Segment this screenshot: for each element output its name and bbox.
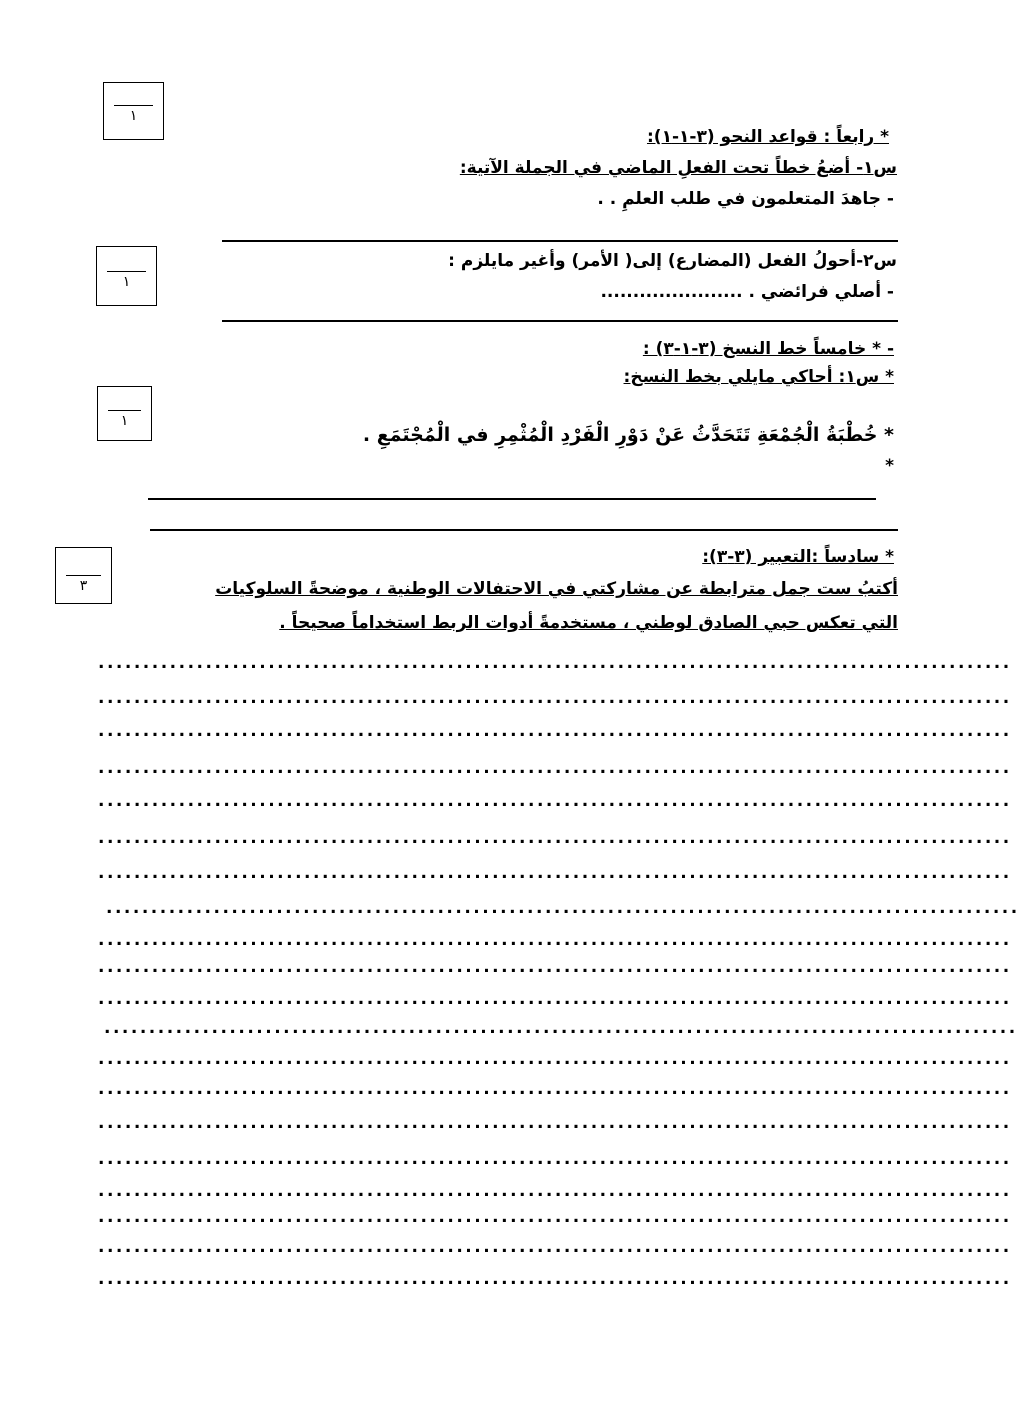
grammar-question-2-sentence: - أصلي فرائضي . ...................... bbox=[600, 282, 894, 302]
answer-rule bbox=[222, 240, 898, 242]
score-box-value: ٣ bbox=[79, 578, 88, 594]
score-box bbox=[97, 386, 152, 441]
score-box-value: ١ bbox=[122, 274, 131, 290]
dotted-answer-line: ...................................................................................................... bbox=[98, 1113, 1012, 1133]
dotted-answer-line: ...................................................................................................... bbox=[98, 989, 1012, 1009]
answer-rule bbox=[148, 498, 876, 500]
expression-prompt-line-2: التي تعكس حبي الصادق لوطني ، مستخدمةً أدوات الربط استخداماً صحيحاً . bbox=[279, 613, 898, 633]
dotted-answer-line: ...................................................................................................... bbox=[104, 1018, 1018, 1038]
dotted-answer-line: ...................................................................................................... bbox=[98, 930, 1012, 950]
grammar-question-1: س١- أضعُ خطاً تحت الفعلِ الماضي في الجملة الآتية: bbox=[459, 158, 897, 178]
score-box bbox=[55, 547, 112, 604]
dotted-answer-line: ...................................................................................................... bbox=[98, 791, 1012, 811]
score-box bbox=[103, 82, 164, 140]
score-box bbox=[96, 246, 157, 306]
answer-rule bbox=[222, 320, 898, 322]
expression-prompt-line-1: أكتبُ ست جمل مترابطة عن مشاركتي في الاحتفالات الوطنية ، موضحةً السلوكيات bbox=[215, 579, 898, 599]
dotted-answer-line: ...................................................................................................... bbox=[98, 1237, 1012, 1257]
dotted-answer-line: ...................................................................................................... bbox=[98, 721, 1012, 741]
calligraphy-question-1: * س١: أحاكي مايلي بخط النسخ: bbox=[623, 367, 894, 387]
dotted-answer-line: ...................................................................................................... bbox=[98, 1207, 1012, 1227]
score-box-fraction-bar bbox=[114, 105, 153, 106]
calligraphy-model-sentence: * خُطْبَةُ الْجُمْعَةِ تَتَحَدَّثُ عَنْ دَوْرِ الْفَرْدِ الْمُثْمِرِ في الْمُجْتَمَعِ . bbox=[362, 424, 894, 446]
calligraphy-answer-star: * bbox=[885, 456, 894, 476]
score-box-fraction-bar bbox=[107, 271, 146, 272]
dotted-answer-line: ...................................................................................................... bbox=[98, 863, 1012, 883]
dotted-answer-line: ...................................................................................................... bbox=[98, 653, 1012, 673]
score-box-fraction-bar bbox=[108, 410, 141, 411]
score-box-value: ١ bbox=[120, 413, 129, 429]
dotted-answer-line: ...................................................................................................... bbox=[98, 688, 1012, 708]
dotted-answer-line: ...................................................................................................... bbox=[98, 1181, 1012, 1201]
expression-heading: * سادساً :التعبير (٣-٣): bbox=[702, 547, 894, 567]
dotted-answer-line: ...................................................................................................... bbox=[98, 1049, 1012, 1069]
dotted-answer-line: ...................................................................................................... bbox=[98, 957, 1012, 977]
dotted-answer-line: ...................................................................................................... bbox=[98, 758, 1012, 778]
grammar-question-1-sentence: - جاهدَ المتعلمون في طلب العلمِ . . bbox=[597, 189, 894, 209]
dotted-answer-line: ...................................................................................................... bbox=[98, 1269, 1012, 1289]
calligraphy-heading: - * خامساً خط النسخ (٣-١-٣) : bbox=[642, 339, 894, 359]
score-box-fraction-bar bbox=[66, 575, 101, 576]
grammar-heading: * رابعاً : قواعد النحو (٣-١-١): bbox=[646, 127, 889, 147]
dotted-answer-line: ...................................................................................................... bbox=[106, 898, 1020, 918]
score-box-value: ١ bbox=[129, 108, 138, 124]
dotted-answer-line: ...................................................................................................... bbox=[98, 828, 1012, 848]
answer-rule bbox=[150, 529, 898, 531]
dotted-answer-line: ...................................................................................................... bbox=[98, 1079, 1012, 1099]
grammar-question-2: س٢-أحولُ الفعل (المضارع) إلى( الأمر) وأغير مايلزم : bbox=[448, 251, 897, 271]
dotted-answer-line: ...................................................................................................... bbox=[98, 1149, 1012, 1169]
